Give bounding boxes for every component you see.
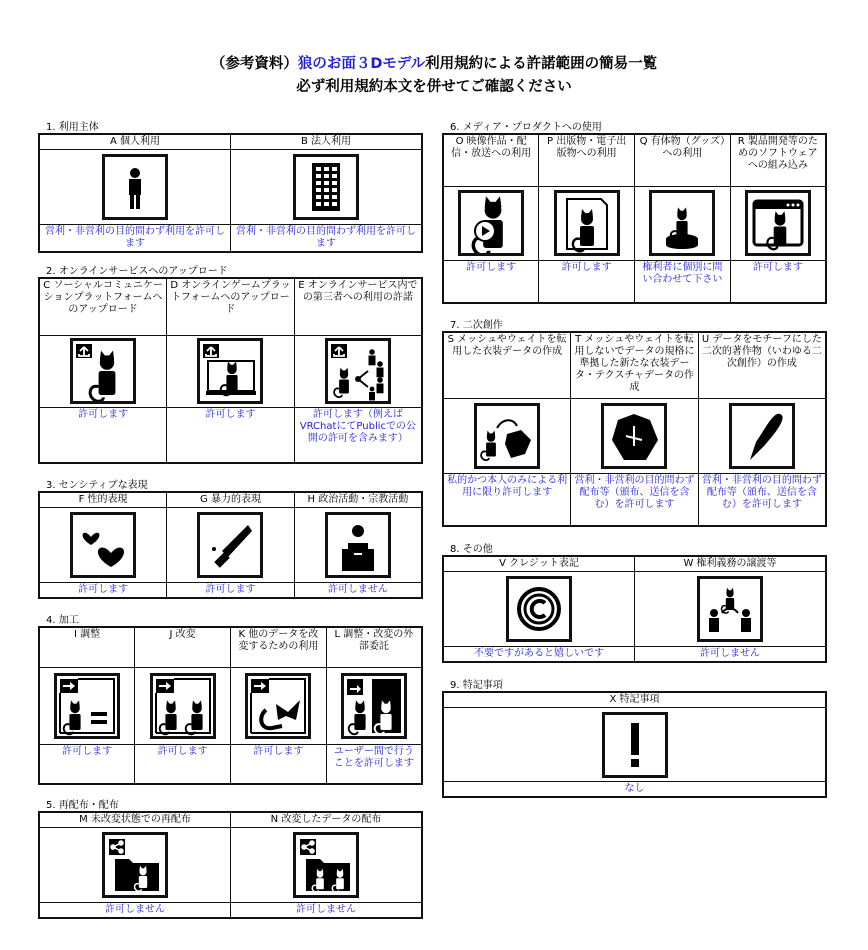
title-product-name: 狼のお面３Dモデル [297,56,426,72]
header-cell: C ソーシャルコミュニケーションプラットフォームへのアップロード [39,278,167,335]
knife-icon [197,512,263,578]
icon-cell [39,508,167,583]
result-cell: 許可します [39,744,135,784]
table-row-icon [443,572,826,647]
table-row-icon [443,398,826,473]
table-row-result [443,473,826,526]
result-cell: なし [443,782,826,798]
icon-cell [571,398,699,473]
header-cell: L 調整・改変の外部委託 [326,627,422,667]
table-row-header [443,134,826,186]
figure-icon [649,190,715,256]
icon-cell [231,828,423,903]
result-cell: 権利者に個別に問い合わせて下さい [635,260,731,303]
permission-table [442,691,827,798]
header-cell: W 権利義務の譲渡等 [635,556,827,572]
table-row-header [39,492,422,508]
permission-table [38,491,423,599]
result-cell: 許可します（例えばVRChatにてPublicでの公開の許可を含みます） [294,407,422,463]
section-label: 3. センシティブな表現 [46,480,148,491]
table-row-header [443,692,826,708]
software-window-icon [745,190,811,256]
icon-cell [539,186,635,260]
icon-cell [730,186,826,260]
permission-table [38,133,423,253]
table-row-result [39,407,422,463]
result-cell: 許可しません [294,583,422,599]
result-cell: 許可します [135,744,231,784]
icon-cell [635,186,731,260]
table-row-result [443,260,826,303]
section-4 [38,615,423,785]
header-cell: Q 有体物（グッズ）への利用 [635,134,731,186]
section-label: 7. 二次創作 [450,320,503,331]
result-cell: 許可しません [231,903,423,919]
result-cell: 私的かつ本人のみによる利用に限り許可します [443,473,571,526]
section-label: 6. メディア・プロダクトへの使用 [450,122,602,133]
title-suffix: 利用規約による許諾範囲の簡易一覧 [425,56,658,72]
header-cell: M 未改変状態での再配布 [39,812,231,828]
icon-cell [698,398,826,473]
header-cell: B 法人利用 [231,134,423,150]
section-label: 9. 特記事項 [450,680,503,691]
table-row-icon [443,708,826,782]
header-cell: A 個人利用 [39,134,231,150]
share-folder-modified-icon [293,832,359,898]
transfer-icon [697,576,763,642]
icon-cell [167,335,295,407]
table-row-header [39,812,422,828]
table-row-result [39,744,422,784]
modify-icon [150,673,216,739]
upload-share-icon [325,338,391,404]
result-cell: 営利・非営利の目的問わず配布等（頒布、送信を含む）を許可します [698,473,826,526]
table-row-icon [39,150,422,225]
result-cell: ユーザー間で行うことを許可します [326,744,422,784]
icon-cell [443,572,635,647]
result-cell: 許可します [539,260,635,303]
table-row-header [39,278,422,335]
table-row-result [39,225,422,253]
header-cell: G 暴力的表現 [167,492,295,508]
permission-table [442,555,827,663]
header-cell: K 他のデータを改変するための利用 [231,627,327,667]
result-cell: 許可しません [635,647,827,663]
permission-table [38,277,423,464]
table-row-result [443,647,826,663]
section-label: 5. 再配布・配布 [46,800,119,811]
table-row-header [39,134,422,150]
upload-monitor-icon [197,338,263,404]
icon-cell [231,667,327,744]
result-cell: 許可します [167,583,295,599]
section-2 [38,266,423,464]
costume-reuse-icon [474,403,540,469]
table-row-icon [39,335,422,407]
result-cell: 許可します [231,744,327,784]
section-9 [442,680,827,798]
result-cell: 営利・非営利の目的問わず利用を許可します [39,225,231,253]
header-cell: O 映像作品・配信・放送への利用 [443,134,539,186]
table-row-result [39,583,422,599]
icon-cell [39,828,231,903]
header-cell: F 性的表現 [39,492,167,508]
icon-cell [326,667,422,744]
hearts-icon [70,512,136,578]
header-cell: E オンラインサービス内での第三者への利用の許諾 [294,278,422,335]
permission-table [38,811,423,919]
header-cell: P 出版物・電子出版物への利用 [539,134,635,186]
section-3 [38,480,423,599]
section-1 [38,122,423,253]
header-cell: D オンラインゲームプラットフォームへのアップロード [167,278,295,335]
result-cell: 許可します [39,407,167,463]
title-prefix: （参考資料） [210,56,298,72]
permission-table [442,331,827,527]
icon-cell [635,572,827,647]
result-cell: 許可しません [39,903,231,919]
video-icon [458,190,524,256]
building-icon [293,154,359,220]
table-row-header [443,332,826,398]
section-6 [442,122,827,304]
header-cell: H 政治活動・宗教活動 [294,492,422,508]
pen-icon [729,403,795,469]
icon-cell [167,508,295,583]
header-cell: J 改変 [135,627,231,667]
table-row-icon [39,667,422,744]
section-5 [38,800,423,919]
result-cell: 営利・非営利の目的問わず利用を許可します [231,225,423,253]
share-folder-icon [102,832,168,898]
result-cell: 許可します [443,260,539,303]
result-cell: 不要ですがあると嬉しいです [443,647,635,663]
icon-cell [39,150,231,225]
parts-icon [245,673,311,739]
permission-table [442,133,827,304]
icon-cell [39,667,135,744]
document-title [0,52,868,73]
upload-avatar-icon [70,338,136,404]
result-cell: 営利・非営利の目的問わず配布等（頒布、送信を含む）を許可します [571,473,699,526]
icon-cell [294,335,422,407]
table-row-icon [443,186,826,260]
result-cell: 許可します [39,583,167,599]
permission-table [38,626,423,785]
header-cell: R 製品開発等のためのソフトウェアへの組み込み [730,134,826,186]
copyright-icon [506,576,572,642]
document-icon [554,190,620,256]
adjust-icon [54,673,120,739]
document-subtitle: 必ず利用規約本文を併せてご確認ください [296,79,572,95]
table-row-result [443,782,826,798]
section-8 [442,544,827,663]
podium-icon [325,512,391,578]
header-cell: I 調整 [39,627,135,667]
exclamation-icon [602,712,668,778]
icon-cell [39,335,167,407]
icon-cell [443,398,571,473]
header-cell: S メッシュやウェイトを転用した衣装データの作成 [443,332,571,398]
result-cell: 許可します [167,407,295,463]
section-label: 1. 利用主体 [46,122,99,133]
person-icon [102,154,168,220]
table-row-icon [39,828,422,903]
header-cell: T メッシュやウェイトを転用しないでデータの規格に準拠した新たな衣装データ・テクスチャデータの作成 [571,332,699,398]
table-row-header [443,556,826,572]
table-row-header [39,627,422,667]
outsource-icon [341,673,407,739]
section-7 [442,320,827,527]
header-cell: U データをモチーフにした二次的著作物（いわゆる二次創作）の作成 [698,332,826,398]
header-cell: V クレジット表記 [443,556,635,572]
section-label: 4. 加工 [46,615,79,626]
result-cell: 許可します [730,260,826,303]
icon-cell [135,667,231,744]
header-cell: N 改変したデータの配布 [231,812,423,828]
header-cell: X 特記事項 [443,692,826,708]
table-row-result [39,903,422,919]
icon-cell [231,150,423,225]
costume-icon [601,403,667,469]
section-label: 8. その他 [450,544,493,555]
icon-cell [443,708,826,782]
section-label: 2. オンラインサービスへのアップロード [46,266,228,277]
icon-cell [294,508,422,583]
icon-cell [443,186,539,260]
table-row-icon [39,508,422,583]
